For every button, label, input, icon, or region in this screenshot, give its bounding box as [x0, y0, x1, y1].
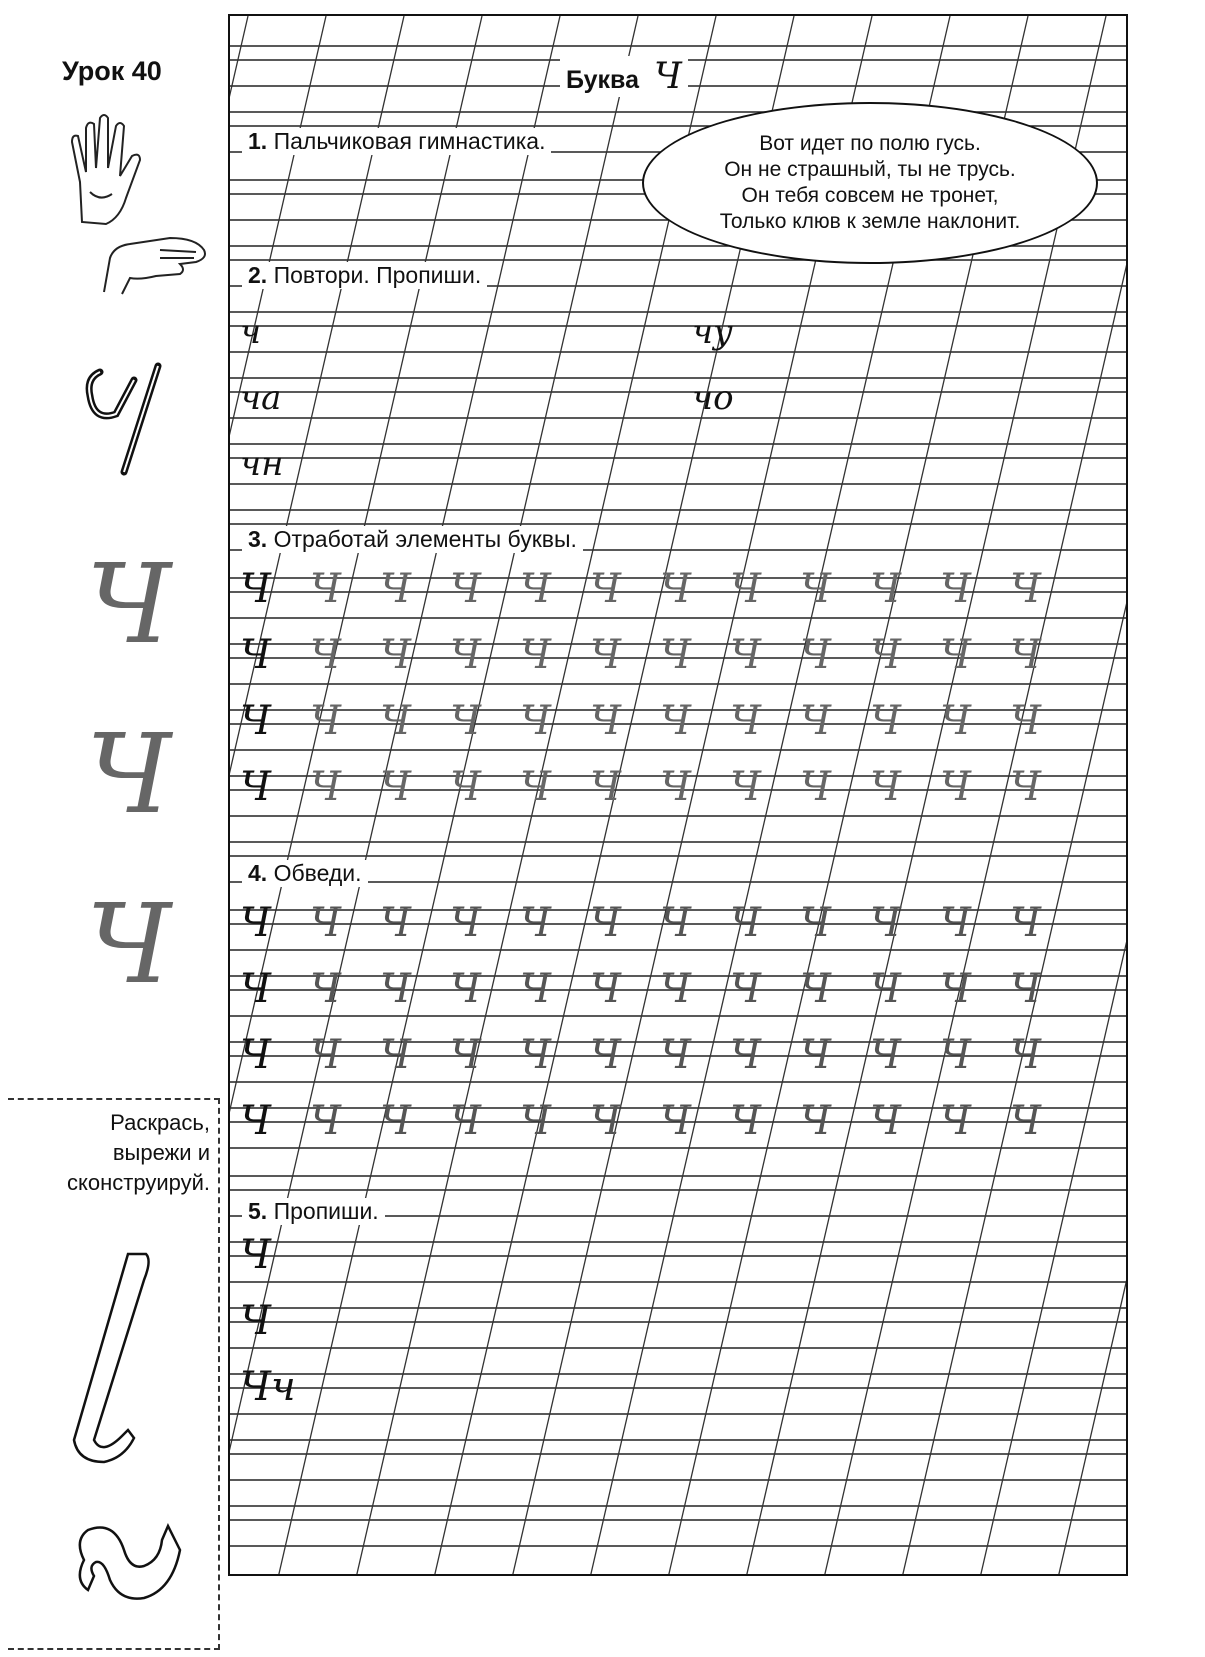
practice-letter: Ч: [450, 632, 481, 678]
practice-letter: Ч: [660, 966, 691, 1012]
cutout-line: сконструируй.: [67, 1170, 210, 1195]
practice-letter: Ч: [940, 698, 971, 744]
practice-letter: Ч: [590, 966, 621, 1012]
practice-letter: Ч: [1010, 698, 1041, 744]
practice-letter: Ч: [380, 1098, 411, 1144]
letter-stroke-arrows-icon: [72, 352, 172, 482]
practice-letter: Ч: [730, 698, 761, 744]
task-text: Пальчиковая гимнастика.: [273, 128, 546, 154]
practice-letter: Ч: [730, 632, 761, 678]
letter-element-cutout-icon: [44, 1250, 194, 1630]
practice-letter: Ч: [800, 698, 831, 744]
practice-letter: Ч: [730, 1032, 761, 1078]
practice-letter: Ч: [380, 698, 411, 744]
cutout-line: Раскрась,: [110, 1110, 210, 1135]
practice-letter: Ч: [870, 764, 901, 810]
sample-chu: чу: [692, 312, 733, 352]
practice-letter: Ч: [940, 632, 971, 678]
practice-letter: Ч: [520, 698, 551, 744]
practice-letter: Ч: [800, 764, 831, 810]
practice-letter: Ч: [590, 900, 621, 946]
practice-letter: Ч: [380, 632, 411, 678]
lesson-title: Урок 40: [62, 56, 162, 86]
practice-letter: Ч: [660, 1098, 691, 1144]
practice-letter: Ч: [800, 566, 831, 612]
practice-letter: Ч: [450, 1032, 481, 1078]
practice-letter: Ч: [870, 566, 901, 612]
practice-letter: Ч: [450, 764, 481, 810]
practice-letter: Ч: [940, 1032, 971, 1078]
task-number: 5.: [248, 1198, 268, 1224]
palm-down-hand-icon: [100, 228, 210, 298]
practice-letter: Ч: [380, 1032, 411, 1078]
poem-bubble: [642, 102, 1098, 264]
practice-letter: Ч: [730, 900, 761, 946]
practice-letter: Ч: [660, 632, 691, 678]
poem-line: Только клюв к земле наклонит.: [719, 210, 1021, 233]
practice-letter: Ч: [240, 764, 271, 810]
practice-letter: Ч: [240, 632, 271, 678]
practice-letter: Ч: [1010, 966, 1041, 1012]
practice-letter: Ч: [870, 1032, 901, 1078]
practice-letter: Ч: [1010, 1098, 1041, 1144]
practice-letter: Ч: [310, 566, 341, 612]
rule-line: [980, 16, 1128, 1576]
header-letter: Ч: [653, 56, 682, 97]
practice-letter: Ч: [590, 566, 621, 612]
practice-letter: Ч: [450, 900, 481, 946]
practice-letter: Ч: [380, 900, 411, 946]
practice-letter: Ч: [240, 1098, 271, 1144]
practice-letter: Ч: [800, 966, 831, 1012]
header-title-text: Буква: [566, 66, 639, 94]
gray-letter-2: Ч: [86, 710, 172, 838]
practice-letter: Ч: [800, 1032, 831, 1078]
poem-line: Вот идет по полю гусь.: [759, 132, 981, 155]
practice-letter: Ч: [940, 566, 971, 612]
sample-ch: ч: [240, 312, 262, 352]
cutout-instructions: [0, 1108, 210, 1198]
practice-letter: Ч: [590, 1032, 621, 1078]
task-text: Пропиши.: [273, 1198, 379, 1224]
sample-chn: чн: [240, 444, 284, 484]
practice-letter: Ч: [660, 764, 691, 810]
cutout-line: вырежи и: [112, 1140, 210, 1165]
task-text: Отработай элементы буквы.: [273, 526, 577, 552]
practice-letter: Ч: [590, 632, 621, 678]
practice-letter: Ч: [310, 764, 341, 810]
practice-letter: Ч: [380, 764, 411, 810]
practice-letter: Ч: [520, 632, 551, 678]
practice-letter: Ч: [240, 698, 271, 744]
practice-letter: Ч: [800, 1098, 831, 1144]
practice-letter: Ч: [520, 1032, 551, 1078]
poem-line: Он не страшный, ты не трусь.: [724, 158, 1016, 181]
task-number: 2.: [248, 262, 268, 288]
practice-letter: Ч: [450, 566, 481, 612]
practice-letter: Ч: [870, 966, 901, 1012]
practice-letter: Ч: [310, 1032, 341, 1078]
practice-letter: Ч: [940, 966, 971, 1012]
practice-letter: Ч: [730, 566, 761, 612]
practice-letter: Ч: [520, 566, 551, 612]
hand-icon: [60, 112, 150, 232]
practice-letter: Ч: [380, 566, 411, 612]
header-title: [560, 56, 688, 97]
practice-letter: Ч: [590, 698, 621, 744]
practice-letter: Ч: [590, 1098, 621, 1144]
practice-letter: Ч: [940, 900, 971, 946]
final-row-2: Ч: [240, 1298, 271, 1344]
practice-letter: Ч: [240, 1032, 271, 1078]
task-number: 4.: [248, 860, 268, 886]
practice-letter: Ч: [660, 900, 691, 946]
practice-letter: Ч: [1010, 764, 1041, 810]
practice-letter: Ч: [240, 966, 271, 1012]
practice-letter: Ч: [800, 632, 831, 678]
task-5-label: [242, 1198, 385, 1225]
gray-letter-3: Ч: [86, 880, 172, 1008]
task-number: 1.: [248, 128, 268, 154]
practice-letter: Ч: [800, 900, 831, 946]
sample-cho: чо: [692, 378, 734, 418]
gray-letter-1: Ч: [86, 540, 172, 668]
practice-letter: Ч: [1010, 900, 1041, 946]
practice-letter: Ч: [660, 1032, 691, 1078]
task-2-label: [242, 262, 487, 289]
practice-letter: Ч: [450, 698, 481, 744]
rule-line: [1058, 16, 1128, 1576]
final-row-3: Чч: [240, 1364, 296, 1410]
sample-cha: ча: [240, 378, 282, 418]
practice-letter: Ч: [240, 900, 271, 946]
practice-letter: Ч: [450, 966, 481, 1012]
poem-line: Он тебя совсем не тронет,: [741, 184, 999, 207]
task-number: 3.: [248, 526, 268, 552]
practice-letter: Ч: [730, 966, 761, 1012]
practice-letter: Ч: [520, 764, 551, 810]
practice-letter: Ч: [310, 966, 341, 1012]
practice-letter: Ч: [380, 966, 411, 1012]
practice-letter: Ч: [590, 764, 621, 810]
practice-letter: Ч: [870, 1098, 901, 1144]
practice-letter: Ч: [240, 566, 271, 612]
practice-letter: Ч: [520, 966, 551, 1012]
practice-letter: Ч: [520, 1098, 551, 1144]
practice-letter: Ч: [730, 764, 761, 810]
practice-letter: Ч: [660, 698, 691, 744]
task-3-label: [242, 526, 583, 553]
practice-letter: Ч: [870, 632, 901, 678]
practice-letter: Ч: [310, 1098, 341, 1144]
practice-letter: Ч: [450, 1098, 481, 1144]
practice-letter: Ч: [940, 764, 971, 810]
task-text: Обведи.: [273, 860, 362, 886]
practice-letter: Ч: [660, 566, 691, 612]
practice-letter: Ч: [1010, 566, 1041, 612]
practice-letter: Ч: [310, 632, 341, 678]
task-1-label: [242, 128, 551, 155]
practice-letter: Ч: [310, 698, 341, 744]
practice-letter: Ч: [520, 900, 551, 946]
practice-letter: Ч: [940, 1098, 971, 1144]
practice-letter: Ч: [870, 698, 901, 744]
final-row-1: Ч: [240, 1232, 271, 1278]
practice-letter: Ч: [310, 900, 341, 946]
practice-letter: Ч: [730, 1098, 761, 1144]
worksheet: [228, 14, 1128, 1576]
practice-letter: Ч: [870, 900, 901, 946]
task-4-label: [242, 860, 368, 887]
task-text: Повтори. Пропиши.: [273, 262, 482, 288]
practice-letter: Ч: [1010, 632, 1041, 678]
practice-letter: Ч: [1010, 1032, 1041, 1078]
